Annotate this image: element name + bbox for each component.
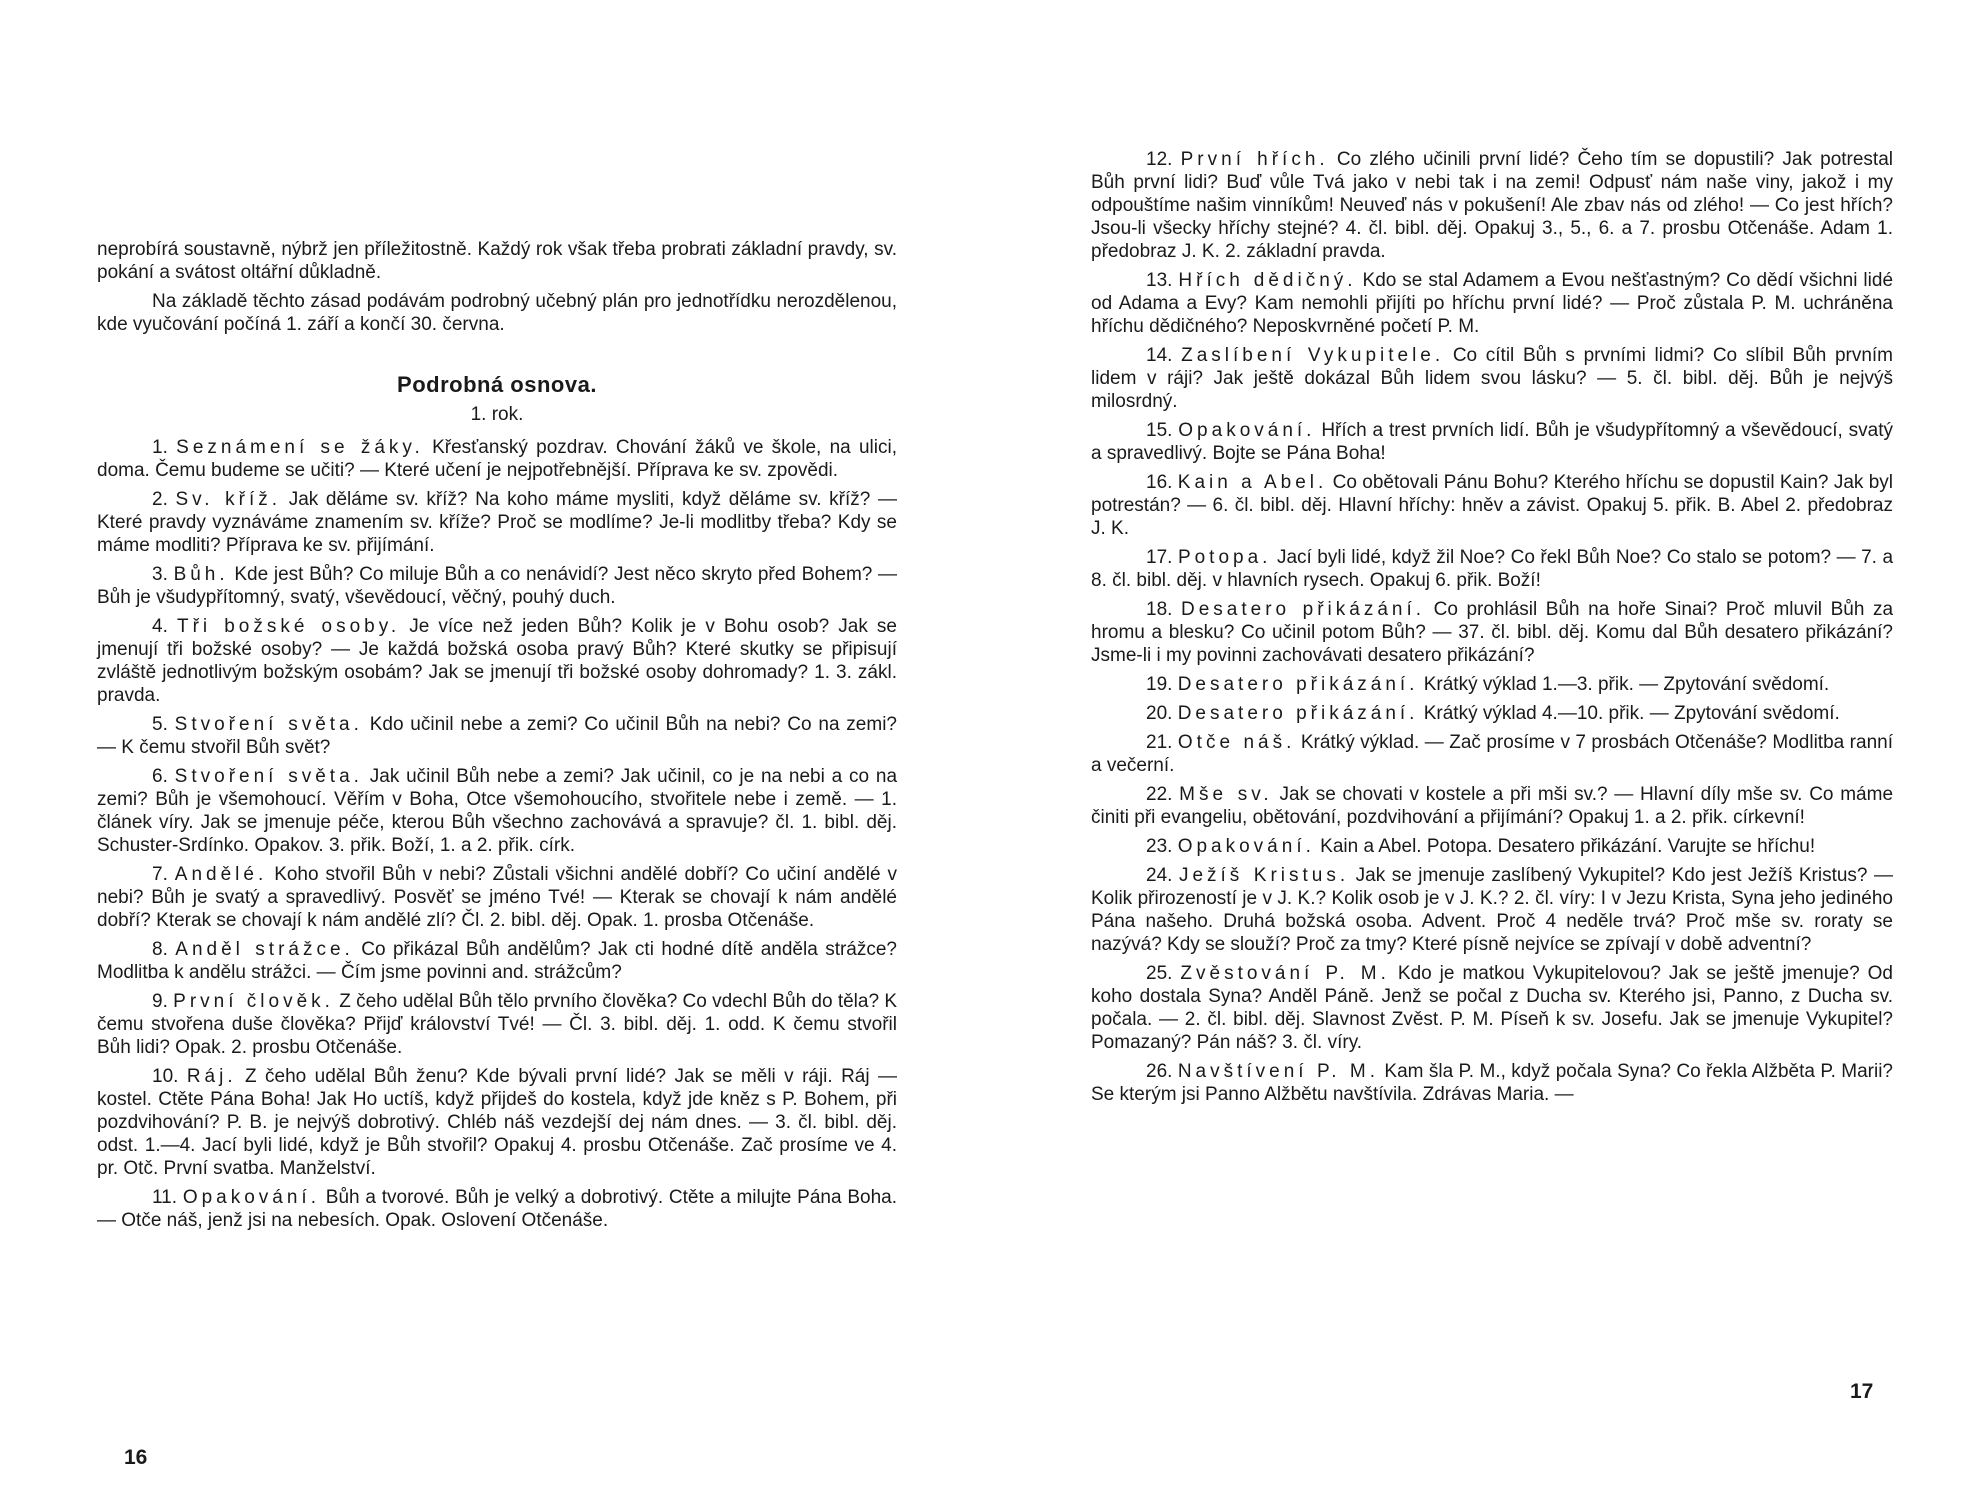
lesson-17 xyxy=(1091,546,1893,592)
lesson-number: 7. xyxy=(152,864,168,885)
lesson-text: Kain a Abel. Potopa. Desatero přikázání. Varujte se hříchu! xyxy=(1320,836,1816,857)
lesson-text: Kdo je matkou Vykupitelovou? Jak se ještě jmenuje? Od koho dostala Syna? Anděl Páně. Jenž se počal z Ducha sv. Kterého jsi, Panno, z Ducha sv. počala. — 2. čl. bibl. děj. Slavnost Zvěst. P. M. Píseň k sv. Josefu. Jak se jmenuje Vykupitel? Pomazaný? Pán náš? 3. čl. víry. xyxy=(1091,963,1893,1053)
lesson-title: Opakování. xyxy=(182,1187,320,1208)
lesson-title: První člověk. xyxy=(173,991,334,1012)
lesson-title: Andělé. xyxy=(174,864,268,885)
lesson-text: Kdo se stal Adamem a Evou nešťastným? Co dědí všichni lidé od Adama a Evy? Kam nemohli přijíti po hříchu první lidé? — Proč zůstala P. M. uchráněna hříchu dědičného? Neposkvrněné početí P. M. xyxy=(1091,270,1894,337)
lesson-number: 8. xyxy=(152,939,168,960)
lesson-text: Z čeho udělal Bůh tělo prvního člověka? Co vdechl Bůh do těla? K čemu stvořena duše člověka? Přijď království Tvé! — Čl. 3. bibl. děj. 1. odd. K čemu stvořil Bůh lidi? Opak. 2. prosbu Otčenáše. xyxy=(97,991,897,1058)
lesson-text: Co přikázal Bůh andělům? Jak cti hodné dítě anděla strážce? Modlitba k andělu strážci. — Čím jsme povinni and. strážcům? xyxy=(97,939,897,983)
lesson-title: Otče náš. xyxy=(1177,732,1296,753)
lesson-title: Bůh. xyxy=(173,564,229,585)
lesson-number: 19. xyxy=(1146,674,1173,695)
lesson-number: 9. xyxy=(152,991,168,1012)
lesson-number: 10. xyxy=(152,1066,179,1087)
lesson-number: 21. xyxy=(1146,732,1173,753)
lesson-number: 25. xyxy=(1146,963,1173,984)
lesson-text: Kam šla P. M., když počala Syna? Co řekla Alžběta P. Marii? Se kterým jsi Panno Alžbětu navštívila. Zdrávas Maria. — xyxy=(1091,1061,1893,1105)
lesson-number: 11. xyxy=(152,1187,178,1208)
lesson-15 xyxy=(1091,419,1893,465)
lesson-13 xyxy=(1091,269,1893,338)
page-number: 17 xyxy=(1850,1380,1874,1403)
lesson-title: Kain a Abel. xyxy=(1177,472,1328,493)
lesson-text: Křesťanský pozdrav. Chování žáků ve škole, na ulici, doma. Čemu budeme se učiti? — Které učení je nejpotřebnější. Příprava ke sv. zpovědi. xyxy=(97,437,897,481)
lesson-8 xyxy=(97,938,897,984)
intro-paragraph-2: Na základě těchto zásad podávám podrobný učebný plán pro jednotřídku nerozdělenou, kde vyučování počíná 1. září a končí 30. června. xyxy=(97,291,897,335)
lesson-21 xyxy=(1091,731,1893,777)
lesson-title: Desatero přikázání. xyxy=(1181,599,1426,620)
lesson-title: Zaslíbení Vykupitele. xyxy=(1181,345,1445,366)
lesson-7 xyxy=(97,863,897,932)
lesson-title: Stvoření světa. xyxy=(174,714,363,735)
lesson-number: 20. xyxy=(1146,703,1173,724)
lesson-text: Jak učinil Bůh nebe a zemi? Jak učinil, co je na nebi a co na zemi? Bůh je všemohoucí. Věřím v Boha, Otce všemohoucího, stvořitele nebe i země. — 1. článek víry. Jak se jmenuje péče, kterou Bůh všechno zachovává a spravuje? čl. 1. bibl. děj. Schuster-Srdínko. Opakov. 3. přik. Boží, 1. a 2. přik. círk. xyxy=(97,766,898,856)
lesson-title: Opakování. xyxy=(1178,420,1316,441)
lesson-text: Co zlého učinili první lidé? Čeho tím se dopustili? Jak potrestal Bůh první lidi? Buď vůle Tvá jako v nebi tak i na zemi! Odpusť nám naše viny, jakož i my odpouštíme našim vinníkům! Neuveď nás v pokušení! Ale zbav nás od zlého! — Co jest hřích? Jsou-li všecky hříchy stejné? 4. čl. bibl. děj. Opakuj 3., 5., 6. a 7. prosbu Otčenáše. Adam 1. předobraz J. K. 2. základní pravda. xyxy=(1091,149,1894,262)
lesson-6 xyxy=(97,765,897,857)
lesson-5 xyxy=(97,713,897,759)
lesson-number: 13. xyxy=(1146,270,1173,291)
lesson-text: Jak se jmenuje zaslíbený Vykupitel? Kdo jest Ježíš Kristus? — Kolik přirozeností je v J. K.? Kolik osob je v J. K.? 2. čl. víry: I v Jezu Krista, Syna jeho jediného Pána našeho. Druhá božská osoba. Advent. Proč 4 neděle trvá? Proč mše sv. roraty se nazývá? Kdy se slouží? Proč za tmy? Které písně nejvíce se zpívají v době adventní? xyxy=(1091,865,1893,955)
lesson-text: Krátký výklad. — Zač prosíme v 7 prosbách Otčenáše? Modlitba ranní a večerní. xyxy=(1091,732,1893,776)
lesson-text: Krátký výklad 1.—3. přik. — Zpytování svědomí. xyxy=(1423,674,1830,695)
lesson-number: 14. xyxy=(1146,345,1173,366)
lesson-number: 5. xyxy=(152,714,168,735)
lesson-title: Desatero přikázání. xyxy=(1177,703,1419,724)
lesson-title: Tři božské osoby. xyxy=(176,616,401,637)
lesson-number: 26. xyxy=(1146,1061,1173,1082)
lesson-text: Bůh a tvorové. Bůh je velký a dobrotivý. Ctěte a milujte Pána Boha. — Otče náš, jenž jsi na nebesích. Opak. Oslovení Otčenáše. xyxy=(97,1187,897,1231)
lesson-title: Anděl strážce. xyxy=(175,939,354,960)
lesson-number: 1. xyxy=(152,437,168,458)
lesson-25 xyxy=(1091,962,1893,1054)
lesson-16 xyxy=(1091,471,1893,540)
lesson-title: Mše sv. xyxy=(1179,784,1273,805)
right-page xyxy=(993,0,1986,1501)
lesson-title: První hřích. xyxy=(1180,149,1329,170)
lesson-1 xyxy=(97,436,897,482)
lesson-title: Navštívení P. M. xyxy=(1177,1061,1379,1082)
lesson-text: Jak se chovati v kostele a při mši sv.? — Hlavní díly mše sv. Co máme činiti při evangeliu, obětování, pozdvihování a přijímání? Opakuj 1. a 2. přik. církevní! xyxy=(1091,784,1894,828)
year-label: 1. rok. xyxy=(470,404,524,425)
lesson-text: Kdo učinil nebe a zemi? Co učinil Bůh na nebi? Co na zemi? — K čemu stvořil Bůh svět? xyxy=(97,714,897,758)
lesson-9 xyxy=(97,990,897,1059)
lesson-10 xyxy=(97,1065,897,1180)
lesson-title: Desatero přikázání. xyxy=(1177,674,1419,695)
lesson-text: Krátký výklad 4.—10. přik. — Zpytování svědomí. xyxy=(1423,703,1840,724)
lesson-text: Co cítil Bůh s prvními lidmi? Co slíbil Bůh prvním lidem v ráji? Jak ještě dokázal Bůh lidem svou lásku? — 5. čl. bibl. děj. Bůh je nejvýš milosrdný. xyxy=(1091,345,1894,412)
lesson-number: 2. xyxy=(152,489,168,510)
lesson-text: Co obětovali Pánu Bohu? Kterého hříchu se dopustil Kain? Jak byl potrestán? — 6. čl. bibl. děj. Hlavní hříchy: hněv a závist. Opakuj 5. přik. B. Abel 2. předobraz J. K. xyxy=(1091,472,1894,539)
lesson-number: 23. xyxy=(1146,836,1173,857)
lesson-title: Zvěstování P. M. xyxy=(1180,963,1390,984)
lesson-title: Sv. kříž. xyxy=(175,489,282,510)
lesson-12 xyxy=(1091,148,1893,263)
lesson-3 xyxy=(97,563,897,609)
lesson-text: Z čeho udělal Bůh ženu? Kde bývali první lidé? Jak se měli v ráji. Ráj — kostel. Ctěte Pána Boha! Jak Ho uctíš, když přijdeš do kostela, když jde kněz s P. Bohem, při pozdvihování? P. B. je nejvýš dobrotivý. Chléb náš vezdejší dej nám dnes. — 3. čl. bibl. děj. odst. 1.—4. Jací byli lidé, když je Bůh stvořil? Opakuj 4. prosbu Otčenáše. Zač prosíme ve 4. pr. Otč. První svatba. Manželství. xyxy=(97,1066,897,1179)
lesson-title: Seznámení se žáky. xyxy=(176,437,424,458)
lesson-number: 22. xyxy=(1146,784,1173,805)
lesson-number: 18. xyxy=(1146,599,1173,620)
lesson-11 xyxy=(97,1186,897,1232)
lesson-text: Jak děláme sv. kříž? Na koho máme mysliti, když děláme sv. kříž? — Které pravdy vyznáváme znamením sv. kříže? Proč se modlíme? Je-li modlitby třeba? Kdy se máme modliti? Příprava ke sv. přijímání. xyxy=(97,489,897,556)
lesson-text: Kde jest Bůh? Co miluje Bůh a co nenávidí? Jest něco skryto před Bohem? — Bůh je všudypřítomný, svatý, vševědoucí, věčný, pouhý duch. xyxy=(97,564,898,608)
lesson-title: Potopa. xyxy=(1177,547,1272,568)
lesson-4 xyxy=(97,615,897,707)
lesson-number: 12. xyxy=(1146,149,1173,170)
lesson-text: Je více než jeden Bůh? Kolik je v Bohu osob? Jak se jmenují tři božské osoby? — Je každá božská osoba pravý Bůh? Které skutky se připisují zvláště jednotlivým božským osobám? Jak se jmenují tři božské osoby dohromady? 1. 3. zákl. pravda. xyxy=(97,616,898,706)
right-text-column xyxy=(1091,148,1893,1112)
page-number: 16 xyxy=(124,1446,148,1469)
lesson-20 xyxy=(1091,702,1893,725)
lesson-number: 6. xyxy=(152,766,168,787)
lesson-22 xyxy=(1091,783,1893,829)
lesson-title: Stvoření světa. xyxy=(174,766,363,787)
lesson-23 xyxy=(1091,835,1893,858)
section-heading: Podrobná osnova. xyxy=(397,372,597,397)
intro-paragraph-1: neprobírá soustavně, nýbrž jen příležitostně. Každý rok však třeba probrati základní pravdy, sv. pokání a svátost oltářní důkladně. xyxy=(97,239,897,283)
lesson-number: 15. xyxy=(1146,420,1173,441)
lesson-title: Ráj. xyxy=(186,1066,237,1087)
lesson-title: Opakování. xyxy=(1177,836,1315,857)
lesson-text: Co prohlásil Bůh na hoře Sinai? Proč mluvil Bůh za hromu a blesku? Co učinil potom Bůh? — 37. čl. bibl. děj. Komu dal Bůh desatero přikázání? Jsme-li i my povinni zachovávati desatero přikázání? xyxy=(1091,599,1894,666)
lesson-number: 24. xyxy=(1146,865,1173,886)
lesson-26 xyxy=(1091,1060,1893,1106)
lesson-number: 16. xyxy=(1146,472,1173,493)
lesson-number: 4. xyxy=(152,616,168,637)
lesson-14 xyxy=(1091,344,1893,413)
lesson-19 xyxy=(1091,673,1893,696)
lesson-number: 3. xyxy=(152,564,168,585)
left-text-column xyxy=(97,238,897,1238)
lesson-text: Hřích a trest prvních lidí. Bůh je všudypřítomný a vševědoucí, svatý a spravedlivý. Bojte se Pána Boha! xyxy=(1091,420,1894,464)
lesson-2 xyxy=(97,488,897,557)
lesson-number: 17. xyxy=(1146,547,1173,568)
lesson-title: Hřích dědičný. xyxy=(1178,270,1357,291)
lesson-text: Koho stvořil Bůh v nebi? Zůstali všichni andělé dobří? Co učiní andělé v nebi? Bůh je svatý a spravedlivý. Posvěť se jméno Tvé! — Kterak se chovají k nám andělé dobří? Kterak se chovají k nám andělé zlí? Čl. 2. bibl. děj. Opak. 1. prosba Otčenáše. xyxy=(97,864,898,931)
lesson-title: Ježíš Kristus. xyxy=(1178,865,1350,886)
lesson-18 xyxy=(1091,598,1893,667)
lesson-text: Jací byli lidé, když žil Noe? Co řekl Bůh Noe? Co stalo se potom? — 7. a 8. čl. bibl. děj. v hlavních rysech. Opakuj 6. přik. Boží! xyxy=(1091,547,1894,591)
lesson-24 xyxy=(1091,864,1893,956)
